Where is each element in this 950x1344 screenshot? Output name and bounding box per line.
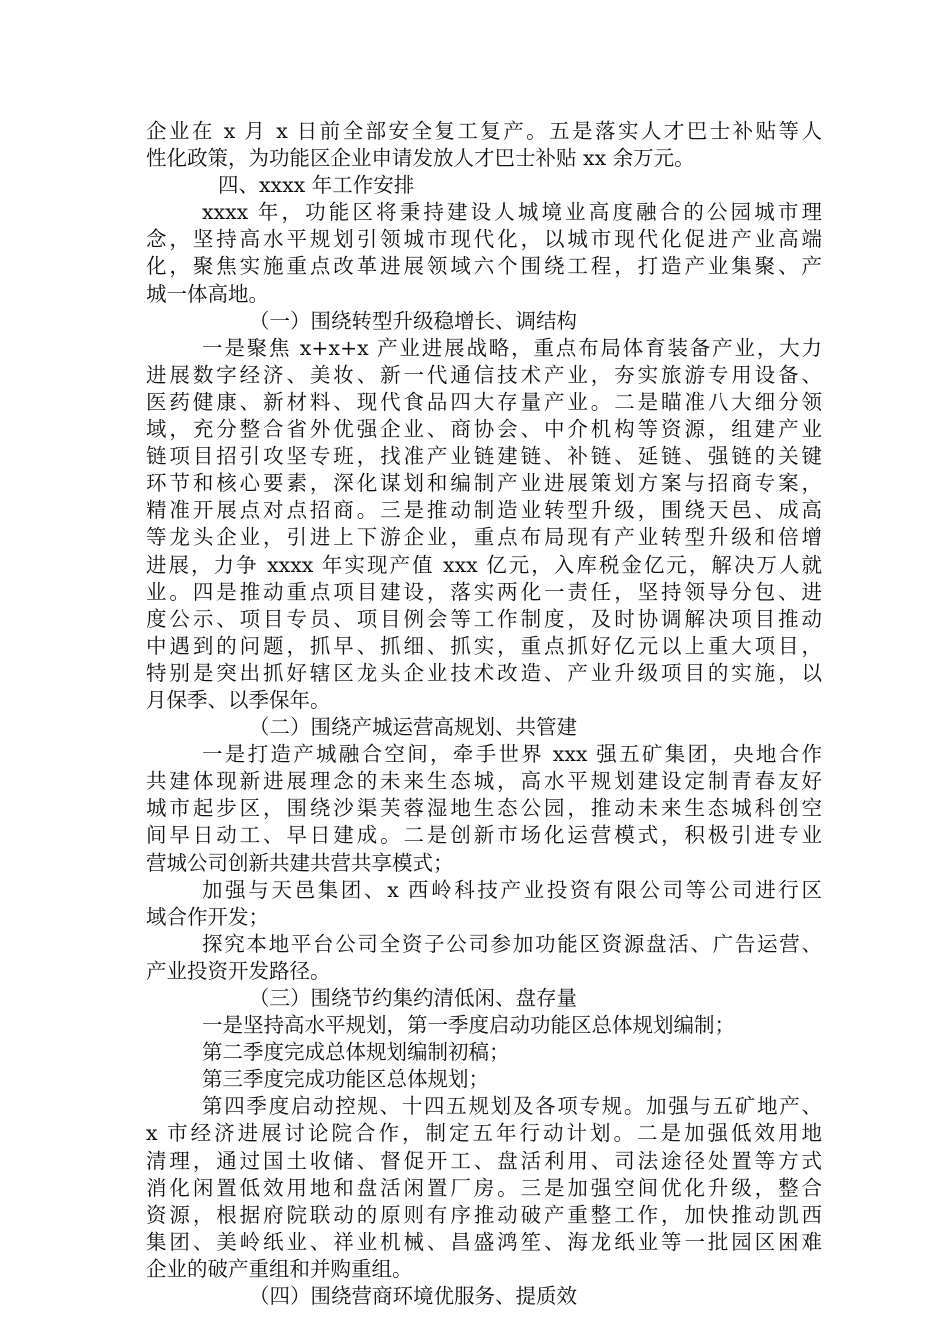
text-line: 进展数字经济、美妆、新一代通信技术产业，夯实旅游专用设备、 [146,362,822,387]
subsection-heading: （四）围绕营商环境优服务、提质效 [249,1284,577,1309]
text-line: 月保季、以季保年。 [146,687,331,712]
text-line: 环节和核心要素，深化谋划和编制产业进展策划方案与招商专案， [146,471,822,496]
text-line: 共建体现新进展理念的未来生态城，高水平规划建设定制青春友好 [146,769,822,794]
text-line: 域，充分整合省外优强企业、商协会、中介机构等资源，组建产业 [146,417,822,442]
text-line: 域合作开发； [146,904,269,929]
paragraph-first-line: 第二季度完成总体规划编制初稿； [202,1040,510,1065]
text-line: 中遇到的问题，抓早、抓细、抓实，重点抓好亿元以上重大项目， [146,633,822,658]
document-body [146,118,822,1310]
text-line: 链项目招引攻坚专班，找准产业链建链、补链、延链、强链的关键 [146,444,822,469]
text-line: x 市经济进展讨论院合作，制定五年行动计划。二是加强低效用地 [146,1121,822,1146]
paragraph-first-line: 一是打造产城融合空间，牵手世界 xxx 强五矿集团，央地合作 [202,742,822,767]
paragraph-first-line: xxxx 年，功能区将秉持建设人城境业高度融合的公园城市理 [202,200,822,225]
text-line: 化，聚焦实施重点改革进展领域六个围绕工程，打造产业集聚、产 [146,254,822,279]
text-line: 业。四是推动重点项目建设，落实两化一责任，坚持领导分包、进 [146,579,822,604]
text-line: 间早日动工、早日建成。二是创新市场化运营模式，积极引进专业 [146,823,822,848]
text-line: 等龙头企业，引进上下游企业，重点布局现有产业转型升级和倍增 [146,525,822,550]
text-line: 度公示、项目专员、项目例会等工作制度，及时协调解决项目推动 [146,606,822,631]
subsection-heading: （三）围绕节约集约清低闲、盘存量 [249,986,577,1010]
text-line: 清理，通过国土收储、督促开工、盘活利用、司法途径处置等方式 [146,1148,822,1173]
text-line: 企业在 x 月 x 日前全部安全复工复产。五是落实人才巴士补贴等人 [146,119,822,143]
text-line: 资源，根据府院联动的原则有序推动破产重整工作，加快推动凯西 [146,1202,822,1227]
subsection-heading: （一）围绕转型升级稳增长、调结构 [249,308,577,333]
text-line: 精准开展点对点招商。三是推动制造业转型升级，围绕天邑、成高 [146,498,822,523]
paragraph-first-line: 加强与天邑集团、x 西岭科技产业投资有限公司等公司进行区 [202,877,822,902]
paragraph-first-line: 探究本地平台公司全资子公司参加功能区资源盘活、广告运营、 [202,931,822,956]
subsection-heading: （二）围绕产城运营高规划、共管建 [249,715,577,740]
text-line: 集团、美岭纸业、祥业机械、昌盛鸿笙、海龙纸业等一批园区困难 [146,1229,822,1254]
paragraph-first-line: 第三季度完成功能区总体规划； [202,1067,489,1092]
text-line: 特别是突出抓好辖区龙头企业技术改造、产业升级项目的实施，以 [146,660,822,685]
text-line: 城一体高地。 [146,281,269,306]
text-line: 念，坚持高水平规划引领城市现代化，以城市现代化促进产业高端 [146,227,822,252]
text-line: 营城公司创新共建共营共享模式； [146,850,454,875]
paragraph-first-line: 第四季度启动控规、十四五规划及各项专规。加强与五矿地产、 [202,1094,822,1119]
text-line: 产业投资开发路径。 [146,958,331,983]
text-line: 企业的破产重组和并购重组。 [146,1256,413,1281]
text-line: 进展，力争 xxxx 年实现产值 xxx 亿元，入库税金亿元，解决万人就 [146,552,822,577]
text-line: 医药健康、新材料、现代食品四大存量产业。二是瞄准八大细分领 [146,389,822,414]
text-line: 消化闲置低效用地和盘活闲置厂房。三是加强空间优化升级，整合 [146,1175,822,1200]
paragraph-first-line: 一是坚持高水平规划，第一季度启动功能区总体规划编制； [202,1013,735,1038]
section-heading: 四、xxxx 年工作安排 [218,173,415,198]
text-line: 性化政策，为功能区企业申请发放人才巴士补贴 xx 余万元。 [146,146,695,171]
paragraph-first-line: 一是聚焦 x+x+x 产业进展战略，重点布局体育装备产业，大力 [202,335,822,360]
text-line: 城市起步区，围绕沙渠芙蓉湿地生态公园，推动未来生态城科创空 [146,796,822,821]
